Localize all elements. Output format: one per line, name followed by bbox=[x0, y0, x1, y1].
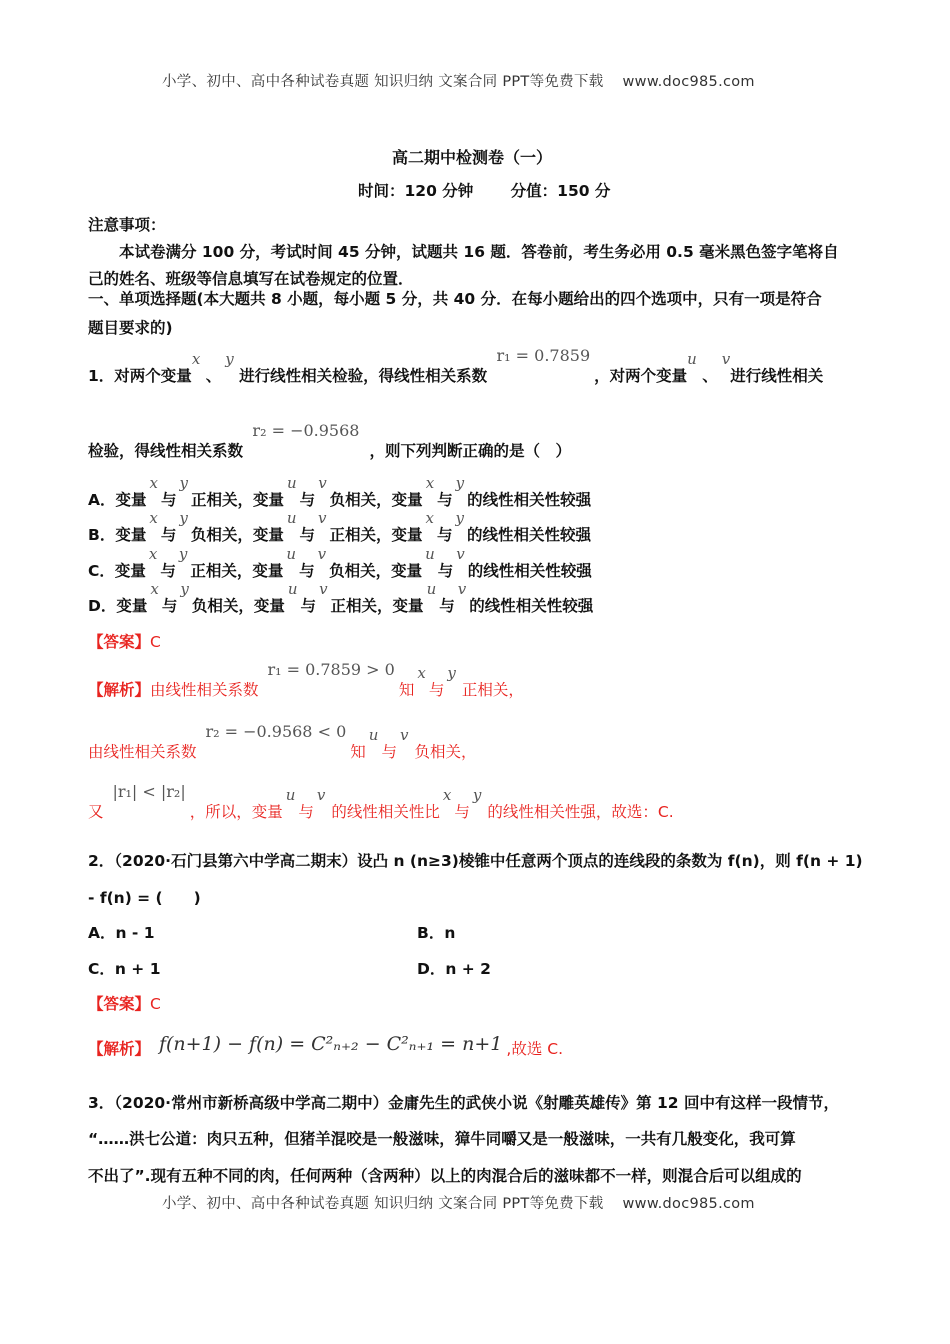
inline-text: y bbox=[447, 664, 456, 682]
inline-text: 与 bbox=[299, 491, 316, 509]
q2-answer bbox=[88, 992, 161, 1014]
q1-r1-formula: r₁ = 0.7859 bbox=[496, 346, 591, 365]
inline-text: 与 bbox=[436, 526, 453, 544]
inline-text: C． bbox=[88, 562, 115, 580]
q3-stem-line-1 bbox=[88, 1091, 839, 1113]
inline-text: 负相关，变量 bbox=[190, 526, 284, 544]
footer-text: 小学、初中、高中各种试卷真题 知识归纳 文案合同 PPT等免费下载 bbox=[162, 1196, 604, 1212]
inline-text: A． bbox=[88, 491, 116, 509]
inline-text: 正相关，变量 bbox=[330, 597, 424, 615]
inline-text: 与 bbox=[161, 597, 178, 615]
inline-text: 的线性相关性较强 bbox=[469, 597, 594, 615]
inline-text: 与 bbox=[298, 803, 314, 821]
inline-text: 正相关，变量 bbox=[190, 491, 284, 509]
q1-var-y: y bbox=[225, 350, 234, 368]
q1-option-c[interactable] bbox=[88, 545, 592, 581]
inline-text: v bbox=[399, 726, 409, 744]
page-header bbox=[162, 70, 755, 91]
inline-text: 与 bbox=[160, 491, 177, 509]
notice-line-2: 己的姓名、班级等信息填写在试卷规定的位置． bbox=[88, 270, 414, 288]
q2-tail: ,故选 C. bbox=[506, 1040, 564, 1058]
q1-text: 进行线性相关检验，得线性相关系数 bbox=[239, 367, 488, 385]
inline-text: 知 bbox=[398, 681, 415, 699]
inline-text: x bbox=[417, 664, 426, 682]
header-url[interactable]: www.doc985.com bbox=[622, 74, 755, 90]
answer-value: C bbox=[150, 995, 161, 1013]
answer-label: 【答案】 bbox=[88, 633, 151, 651]
notice-line-1: 本试卷满分 100 分，考试时间 45 分钟，试题共 16 题．答卷前，考生务必用 0.5 毫米黑色签字笔将自 bbox=[119, 243, 839, 261]
inline-text: u bbox=[425, 545, 435, 563]
inline-text: y bbox=[180, 580, 189, 598]
q1-stem-line-1 bbox=[88, 346, 824, 386]
page-footer bbox=[162, 1192, 755, 1213]
inline-text: 正相关，变量 bbox=[329, 526, 423, 544]
q3-number: 3． bbox=[88, 1094, 115, 1112]
q1-text: ，对两个变量 bbox=[594, 367, 688, 385]
q1-analysis-formula-1: r₁ = 0.7859 > 0 bbox=[267, 660, 395, 679]
section-heading-line-1: 一、单项选择题(本大题共 8 小题，每小题 5 分，共 40 分．在每小题给出的四个选项中，只有一项是符合 bbox=[88, 290, 822, 308]
q1-answer bbox=[88, 630, 161, 652]
q2-number: 2． bbox=[88, 852, 115, 870]
q1-text: 、 bbox=[205, 367, 222, 385]
q2-option-d[interactable]: D．n + 2 bbox=[417, 960, 491, 978]
exam-meta bbox=[358, 179, 610, 201]
q1-analysis-formula-2: r₂ = −0.9568 < 0 bbox=[205, 722, 347, 741]
inline-text: y bbox=[179, 509, 188, 527]
inline-text: B． bbox=[88, 526, 116, 544]
inline-text: 与 bbox=[299, 562, 315, 580]
inline-text: 负相关，变量 bbox=[191, 597, 285, 615]
q3-stem-line-3: 不出了”.现有五种不同的肉，任何两种（含两种）以上的肉混合后的滋味都不一样，则混合后可以组成的 bbox=[88, 1167, 802, 1185]
section-heading-line-2: 题目要求的) bbox=[88, 319, 173, 337]
inline-text: y bbox=[472, 786, 482, 804]
inline-text: 变量 bbox=[115, 526, 147, 544]
inline-text: 由线性相关系数 bbox=[150, 681, 259, 699]
answer-value: C bbox=[150, 633, 161, 651]
inline-text: x bbox=[425, 474, 435, 492]
inline-text: 与 bbox=[454, 803, 470, 821]
inline-text: x bbox=[149, 509, 158, 527]
q1-option-b[interactable] bbox=[88, 509, 591, 545]
inline-text: 与 bbox=[300, 597, 317, 615]
q1-text: 进行线性相关 bbox=[730, 367, 824, 385]
inline-text: v bbox=[319, 580, 328, 598]
inline-text: 变量 bbox=[116, 597, 148, 615]
q1-option-a[interactable] bbox=[88, 474, 592, 510]
q1-stem-line-2 bbox=[88, 421, 571, 461]
inline-text: u bbox=[287, 474, 297, 492]
q2-option-c[interactable]: C．n + 1 bbox=[88, 960, 161, 978]
q1-var-u: u bbox=[687, 350, 697, 368]
notice-title: 注意事项： bbox=[88, 216, 166, 234]
inline-text: v bbox=[317, 545, 327, 563]
inline-text: 的线性相关性比 bbox=[331, 803, 440, 821]
analysis-label: 【解析】 bbox=[88, 1040, 151, 1058]
q3-stem-line-2: “……洪七公道：肉只五种，但猪羊混咬是一般滋味，獐牛同嚼又是一般滋味，一共有几般变化，我可算 bbox=[88, 1130, 796, 1148]
q1-var-x: x bbox=[191, 350, 201, 368]
inline-text: y bbox=[179, 474, 188, 492]
exam-title: 高二期中检测卷（一） bbox=[392, 148, 553, 167]
inline-text: 的线性相关性强，故选：C. bbox=[487, 803, 674, 821]
q1-text: ，则下列判断正确的是（ ） bbox=[369, 442, 571, 460]
inline-text: v bbox=[318, 509, 327, 527]
q1-option-d[interactable] bbox=[88, 580, 594, 616]
inline-text: y bbox=[455, 474, 465, 492]
inline-text: u bbox=[287, 580, 298, 598]
inline-text: 与 bbox=[428, 681, 445, 699]
q2-text: （2020·石门县第六中学高二期末）设凸 n (n≥3)棱锥中任意两个顶点的连线段的条数为 f(n)，则 f(n + 1) bbox=[114, 852, 863, 870]
inline-text: 负相关， bbox=[414, 743, 477, 761]
q2-formula: f(n+1) − f(n) = C²ₙ₊₂ − C²ₙ₊₁ = n+1 bbox=[158, 1033, 503, 1055]
q1-text: 检验，得线性相关系数 bbox=[88, 442, 244, 460]
inline-text: 变量 bbox=[115, 491, 147, 509]
q1-number: 1． bbox=[88, 367, 115, 385]
answer-label: 【答案】 bbox=[88, 995, 151, 1013]
inline-text: y bbox=[455, 509, 464, 527]
inline-text: x bbox=[442, 786, 452, 804]
q2-stem-line-2: - f(n) = ( ) bbox=[88, 889, 201, 907]
inline-text: 由线性相关系数 bbox=[88, 743, 197, 761]
q1-analysis-line-1 bbox=[88, 660, 524, 700]
inline-text: u bbox=[286, 545, 297, 563]
exam-score: 分值：150 分 bbox=[510, 182, 611, 200]
inline-text: ，所以，变量 bbox=[189, 803, 283, 821]
inline-text: 与 bbox=[437, 491, 453, 509]
header-text: 小学、初中、高中各种试卷真题 知识归纳 文案合同 PPT等免费下载 bbox=[162, 74, 604, 90]
inline-text: y bbox=[178, 545, 188, 563]
inline-text: u bbox=[368, 726, 379, 744]
inline-text: 的线性相关性较强 bbox=[466, 526, 591, 544]
q2-option-a[interactable]: A．n - 1 bbox=[88, 924, 155, 942]
inline-text: 的线性相关性较强 bbox=[467, 491, 592, 509]
inline-text: 又 bbox=[88, 803, 104, 821]
q2-stem-line-1 bbox=[88, 849, 863, 871]
inline-text: x bbox=[425, 509, 434, 527]
q1-text: 对两个变量 bbox=[114, 367, 192, 385]
inline-text: 与 bbox=[160, 526, 177, 544]
analysis-label: 【解析】 bbox=[88, 681, 151, 699]
exam-time: 时间：120 分钟 bbox=[358, 182, 474, 200]
inline-text: 正相关， bbox=[461, 681, 524, 699]
inline-text: 与 bbox=[381, 743, 397, 761]
inline-text: 负相关，变量 bbox=[329, 491, 423, 509]
inline-text: x bbox=[149, 474, 158, 492]
inline-text: 变量 bbox=[114, 562, 146, 580]
inline-text: u bbox=[286, 509, 297, 527]
inline-text: 与 bbox=[160, 562, 176, 580]
inline-text: v bbox=[457, 580, 467, 598]
footer-url[interactable]: www.doc985.com bbox=[622, 1196, 755, 1212]
q2-option-b[interactable]: B．n bbox=[417, 924, 456, 942]
q3-text: （2020·常州市新桥高级中学高二期中）金庸先生的武侠小说《射雕英雄传》第 12 回中有这样一段情节， bbox=[114, 1094, 839, 1112]
q1-var-v: v bbox=[721, 350, 731, 368]
inline-text: v bbox=[318, 474, 327, 492]
inline-text: 知 bbox=[350, 743, 366, 761]
inline-text: x bbox=[148, 545, 158, 563]
inline-text: u bbox=[426, 580, 437, 598]
inline-text: v bbox=[316, 786, 326, 804]
inline-text: v bbox=[456, 545, 465, 563]
inline-text: 与 bbox=[439, 597, 455, 615]
inline-text: 负相关，变量 bbox=[329, 562, 423, 580]
inline-text: 的线性相关性较强 bbox=[467, 562, 592, 580]
inline-text: 正相关，变量 bbox=[190, 562, 284, 580]
inline-text: 与 bbox=[299, 526, 316, 544]
q1-r2-formula: r₂ = −0.9568 bbox=[252, 421, 360, 440]
inline-text: D． bbox=[88, 597, 117, 615]
q1-analysis-line-3 bbox=[88, 782, 674, 822]
q1-analysis-line-2 bbox=[88, 722, 477, 762]
q1-text: 、 bbox=[702, 367, 718, 385]
q2-analysis bbox=[88, 1033, 564, 1059]
inline-text: 与 bbox=[437, 562, 454, 580]
inline-text: x bbox=[150, 580, 159, 598]
q1-analysis-formula-3: |r₁| < |r₂| bbox=[112, 782, 186, 801]
inline-text: u bbox=[285, 786, 296, 804]
